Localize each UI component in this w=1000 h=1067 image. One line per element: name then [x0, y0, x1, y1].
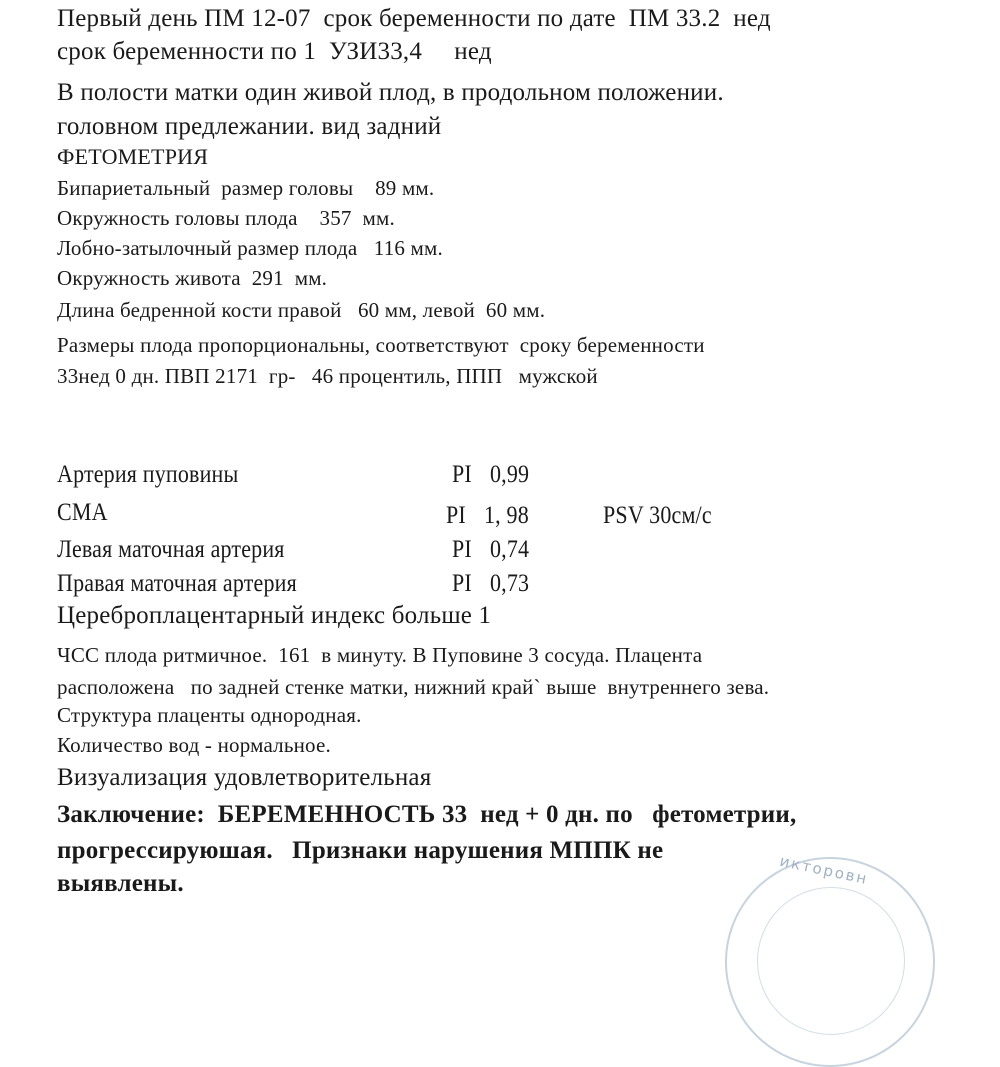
fetometry-bpd: Бипариетальный размер головы 89 мм.: [57, 176, 435, 200]
conclusion-line-1: Заключение: БЕРЕМЕННОСТЬ 33 нед + 0 дн. по фетометрии,: [57, 801, 797, 828]
fetometry-ofd: Лобно-затылочный размер плода 116 мм.: [57, 236, 443, 260]
conclusion-line-2: прогрессируюшая. Признаки нарушения МППК не: [57, 837, 664, 864]
fetus-presentation-line: головном предлежании. вид задний: [57, 113, 442, 140]
doppler-pi-label: PI: [452, 461, 472, 488]
visualization-line: Визуализация удовлетворительная: [57, 764, 432, 791]
stamp-inner-ring: [757, 887, 905, 1035]
doctor-stamp: [725, 851, 935, 1067]
placenta-location-line: расположена по задней стенке матки, нижний край` выше внутреннего зева.: [57, 675, 770, 699]
first-scan-gestational-age-line: срок беременности по 1 УЗИ33,4 нед: [57, 38, 492, 65]
doppler-label-umbilical-artery: Артерия пуповины: [57, 461, 239, 488]
doppler-pi-label: PI: [446, 502, 466, 529]
fetometry-femur-length: Длина бедренной кости правой 60 мм, левой 60 мм.: [57, 298, 546, 322]
fetus-position-line: В полости матки один живой плод, в продольном положении.: [57, 79, 724, 106]
placenta-structure-line: Структура плаценты однородная.: [57, 703, 362, 727]
doppler-psv-mca: PSV 30см/с: [603, 502, 712, 529]
lmp-and-gestational-age-line: Первый день ПМ 12-07 срок беременности по дате ПМ 33.2 нед: [57, 5, 771, 32]
doppler-value-mca: 1, 98: [484, 502, 529, 529]
doppler-value-right-uterine-artery: 0,73: [490, 570, 530, 597]
doppler-label-mca: СМА: [57, 499, 108, 526]
cerebroplacental-index: Цереброплацентарный индекс больше 1: [57, 602, 492, 629]
fetal-heart-rate-line: ЧСС плода ритмичное. 161 в минуту. В Пуповине 3 сосуда. Плацента: [57, 643, 703, 667]
fetometry-title: ФЕТОМЕТРИЯ: [57, 144, 209, 169]
doppler-pi-label: PI: [452, 570, 472, 597]
doppler-pi-label: PI: [452, 536, 472, 563]
conclusion-line-3: выявлены.: [57, 870, 184, 897]
doppler-label-right-uterine-artery: Правая маточная артерия: [57, 570, 297, 597]
doppler-label-left-uterine-artery: Левая маточная артерия: [57, 536, 285, 563]
fetometry-summary-1: Размеры плода пропорциональны, соответствуют сроку беременности: [57, 333, 705, 357]
fetometry-summary-2: 33нед 0 дн. ПВП 2171 гр- 46 процентиль, ППП мужской: [57, 364, 598, 388]
doppler-value-left-uterine-artery: 0,74: [490, 536, 530, 563]
amniotic-fluid-line: Количество вод - нормальное.: [57, 733, 331, 757]
fetometry-ac: Окружность живота 291 мм.: [57, 266, 328, 290]
doppler-value-umbilical-artery: 0,99: [490, 461, 530, 488]
fetometry-hc: Окружность головы плода 357 мм.: [57, 206, 395, 230]
stamp-text: икторовн: [778, 851, 870, 889]
